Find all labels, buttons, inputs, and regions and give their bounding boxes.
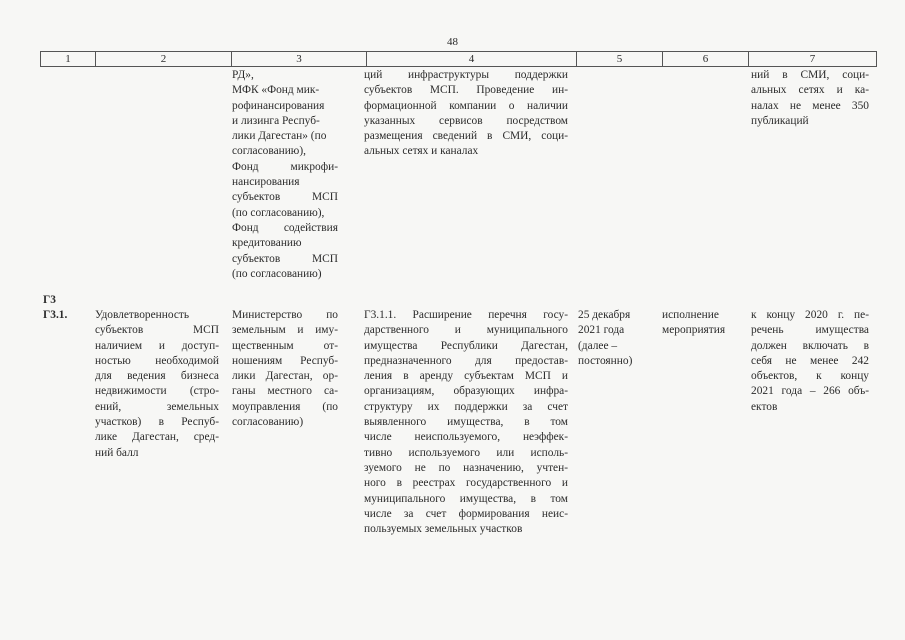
text-line: себя не менее 242 <box>751 354 869 367</box>
text-line: Фонд содействия <box>232 221 338 234</box>
text-line: к концу 2020 г. пе- <box>751 309 869 321</box>
header-col-1: 1 <box>40 52 95 66</box>
text-line: субъектов МСП <box>232 252 338 265</box>
text-line: (по согласованию) <box>232 267 322 280</box>
row-g31-measure <box>364 308 568 537</box>
text-line: недвижимости (стро- <box>95 385 219 398</box>
text-line: налах не менее 350 <box>751 99 869 112</box>
text-line: лике Дагестан, сред- <box>95 431 219 444</box>
text-line: зуемого не по назначению, учтен- <box>364 461 568 474</box>
text-line: мероприятия <box>662 324 726 337</box>
text-line: размещения сведений в СМИ, соци- <box>364 130 568 143</box>
text-line: должен включать в <box>751 339 869 352</box>
section-label: Г3 <box>43 294 56 306</box>
text-line: ного в реестрах государственного и <box>364 477 568 490</box>
text-line: ций инфраструктуры поддержки <box>364 69 568 81</box>
text-line: и лизинга Респуб- <box>232 114 320 127</box>
header-col-4: 4 <box>366 52 576 66</box>
text-line: наличием и доступ- <box>95 339 219 352</box>
cont-row-col3 <box>232 68 338 282</box>
text-line: Удовлетворенность <box>95 309 190 321</box>
text-line: альных сетях и ка- <box>751 84 869 97</box>
text-line: тивно используемого или исполь- <box>364 446 568 459</box>
text-line: выявленного имущества, в том <box>364 416 568 429</box>
text-line: ний в СМИ, соци- <box>751 69 869 81</box>
text-line: имущества Республики Дагестан, <box>364 339 568 352</box>
text-line: лики Дагестан, ор- <box>232 370 338 383</box>
text-line: альных сетях и каналах <box>364 145 479 158</box>
text-line: указанных сервисов посредством <box>364 114 568 127</box>
text-line: 2021 года – 266 объ- <box>751 385 869 398</box>
cont-row-col7 <box>751 68 869 129</box>
header-col-6: 6 <box>662 52 748 66</box>
text-line: для ведения бизнеса <box>95 370 219 383</box>
row-g31-responsible <box>232 308 338 430</box>
header-col-5: 5 <box>576 52 662 66</box>
text-line: исполнение <box>662 309 719 321</box>
text-line: муниципального имущества, в том <box>364 492 568 505</box>
text-line: нансирования <box>232 176 300 189</box>
text-line: ганы местного са- <box>232 385 338 398</box>
text-line: организациям, образующих инфра- <box>364 385 568 398</box>
text-line: числе за счет формирования неис- <box>364 507 568 520</box>
text-line: ношениям Респуб- <box>232 354 338 367</box>
text-line: ектов <box>751 400 778 413</box>
text-line: земельным и иму- <box>232 324 338 337</box>
text-line: постоянно) <box>578 354 633 367</box>
text-line: Г3.1.1. Расширение перечня госу- <box>364 309 568 321</box>
text-line: 2021 года <box>578 324 625 337</box>
text-line: субъектов МСП. Проведение ин- <box>364 84 568 97</box>
table-header-row <box>40 51 877 67</box>
text-line: Министерство по <box>232 309 338 321</box>
text-line: участков) в Респуб- <box>95 416 219 429</box>
text-line: согласованию) <box>232 416 304 429</box>
text-line: моуправления (по <box>232 400 338 413</box>
text-line: рофинансирования <box>232 99 325 112</box>
text-line: субъектов МСП <box>232 191 338 204</box>
text-line: лики Дагестан» (по <box>232 130 327 143</box>
text-line: публикаций <box>751 114 809 127</box>
text-line: ений, земельных <box>95 400 219 413</box>
text-line: объектов, к концу <box>751 370 869 383</box>
text-line: МФК «Фонд мик- <box>232 84 320 97</box>
text-line: субъектов МСП <box>95 324 219 337</box>
text-line: числе неиспользуемого, неэффек- <box>364 431 568 444</box>
row-g31-indicator <box>95 308 219 461</box>
text-line: структуру их поддержки за счет <box>364 400 568 413</box>
header-col-2: 2 <box>95 52 231 66</box>
row-number: Г3.1. <box>43 309 68 321</box>
text-line: ления в аренду субъектам МСП и <box>364 370 568 383</box>
text-line: (далее – <box>578 339 618 352</box>
header-col-7: 7 <box>748 52 877 66</box>
text-line: 25 декабря <box>578 309 631 321</box>
text-line: кредитованию <box>232 237 302 250</box>
text-line: (по согласованию), <box>232 206 325 219</box>
text-line: Фонд микрофи- <box>232 160 338 173</box>
text-line: речень имущества <box>751 324 869 337</box>
text-line: ностью необходимой <box>95 354 219 367</box>
text-line: предназначенного для предостав- <box>364 354 568 367</box>
text-line: формационной компании о наличии <box>364 99 568 112</box>
text-line: согласованию), <box>232 145 306 158</box>
row-g31-result <box>662 308 744 339</box>
cont-row-col4 <box>364 68 568 160</box>
text-line: дарственного и муниципального <box>364 324 568 337</box>
row-g31-target <box>751 308 869 415</box>
row-g31-deadline <box>578 308 658 369</box>
page-number: 48 <box>447 36 458 48</box>
text-line: ний балл <box>95 446 139 459</box>
header-col-3: 3 <box>231 52 366 66</box>
text-line: пользуемых земельных участков <box>364 523 523 536</box>
text-line: щественным от- <box>232 339 338 352</box>
text-line: РД», <box>232 69 254 81</box>
